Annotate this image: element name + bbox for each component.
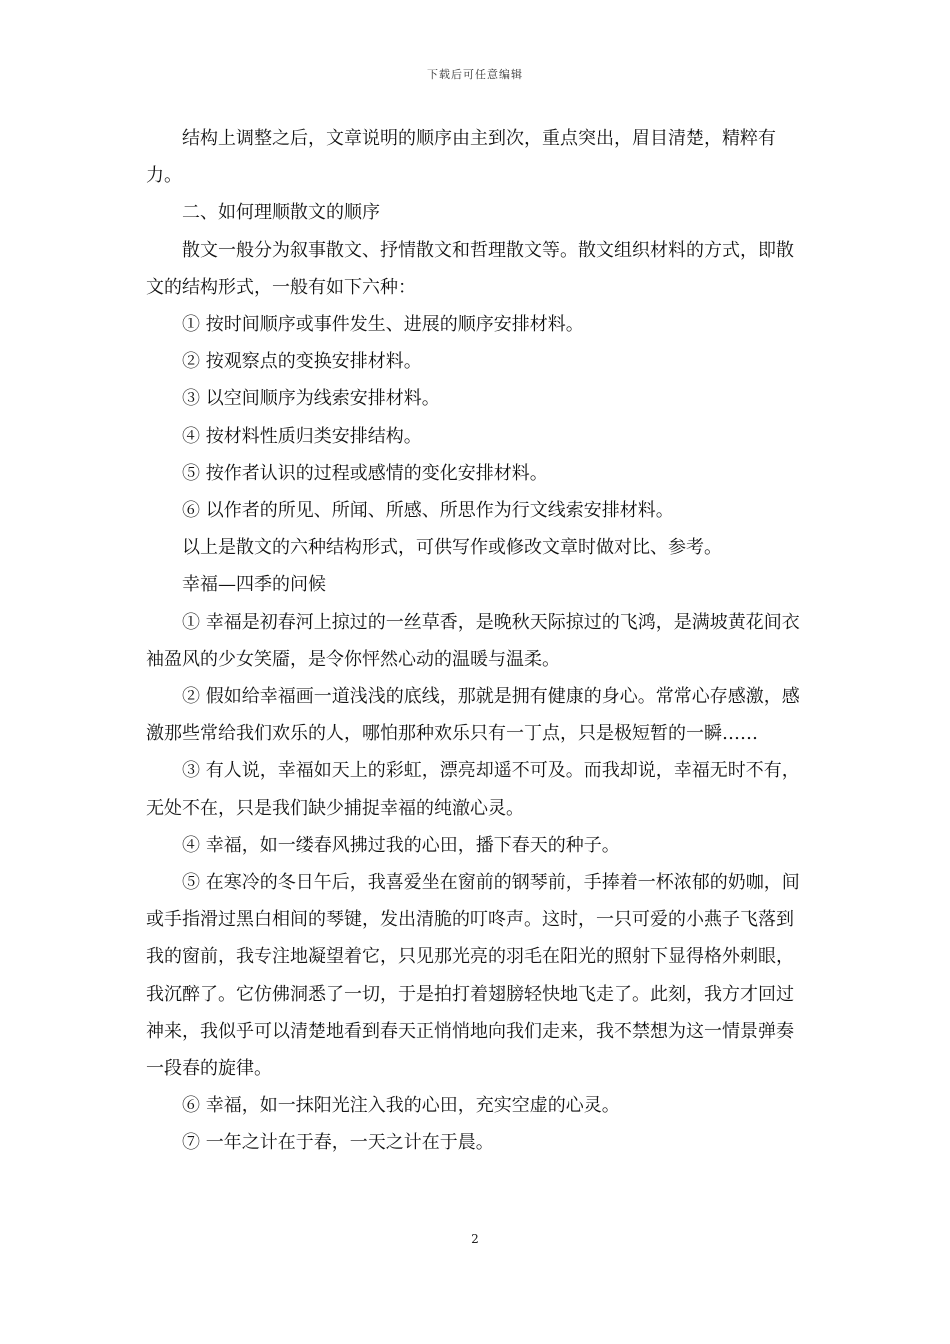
section-heading: 二、如何理顺散文的顺序 bbox=[182, 202, 380, 224]
list-item: ⑥ 以作者的所见、所闻、所感、所思作为行文线索安排材料。 bbox=[182, 500, 674, 522]
list-item: ① 按时间顺序或事件发生、进展的顺序安排材料。 bbox=[182, 314, 584, 336]
essay-paragraph: ① 幸福是初春河上掠过的一丝草香，是晚秋天际掠过的飞鸿，是满坡黄花间衣袖盈风的少女笑靥，是令你怦然心动的温暖与温柔。 bbox=[146, 611, 800, 670]
list-item: ② 按观察点的变换安排材料。 bbox=[182, 351, 422, 373]
document-body bbox=[146, 120, 810, 1162]
paragraph: 以上是散文的六种结构形式，可供写作或修改文章时做对比、参考。 bbox=[182, 537, 722, 559]
page-header: 下载后可任意编辑 bbox=[427, 68, 523, 81]
essay-paragraph: ⑤ 在寒冷的冬日午后，我喜爱坐在窗前的钢琴前，手捧着一杯浓郁的奶咖，间或手指滑过黑白相间的琴键，发出清脆的叮咚声。这时，一只可爱的小燕子飞落到我的窗前，我专注地凝望着它，只见那光亮的羽毛在阳光的照射下显得格外刺眼，我沉醉了。它仿佛洞悉了一切，于是拍打着翅膀轻快地飞走了。此刻，我方才回过神来，我似乎可以清楚地看到春天正悄悄地向我们走来，我不禁想为这一情景弹奏一段春的旋律。 bbox=[146, 872, 800, 1080]
paragraph: 结构上调整之后，文章说明的顺序由主到次，重点突出，眉目清楚，精粹有力。 bbox=[146, 128, 776, 187]
essay-paragraph: ③ 有人说，幸福如天上的彩虹，漂亮却遥不可及。而我却说，幸福无时不有，无处不在，只是我们缺少捕捉幸福的纯澈心灵。 bbox=[146, 760, 800, 819]
list-item: ⑤ 按作者认识的过程或感情的变化安排材料。 bbox=[182, 462, 548, 484]
essay-paragraph: ⑦ 一年之计在于春，一天之计在于晨。 bbox=[182, 1132, 494, 1154]
essay-title: 幸福—四季的问候 bbox=[182, 574, 326, 596]
list-item: ③ 以空间顺序为线索安排材料。 bbox=[182, 388, 440, 410]
paragraph: 散文一般分为叙事散文、抒情散文和哲理散文等。散文组织材料的方式，即散文的结构形式，一般有如下六种： bbox=[146, 239, 794, 298]
page-number: 2 bbox=[471, 1232, 479, 1246]
essay-paragraph: ⑥ 幸福，如一抹阳光注入我的心田，充实空虚的心灵。 bbox=[182, 1095, 620, 1117]
essay-paragraph: ④ 幸福，如一缕春风拂过我的心田，播下春天的种子。 bbox=[182, 834, 620, 856]
list-item: ④ 按材料性质归类安排结构。 bbox=[182, 425, 422, 447]
essay-paragraph: ② 假如给幸福画一道浅浅的底线，那就是拥有健康的身心。常常心存感激，感激那些常给我们欢乐的人，哪怕那种欢乐只有一丁点，只是极短暂的一瞬…… bbox=[146, 686, 800, 745]
